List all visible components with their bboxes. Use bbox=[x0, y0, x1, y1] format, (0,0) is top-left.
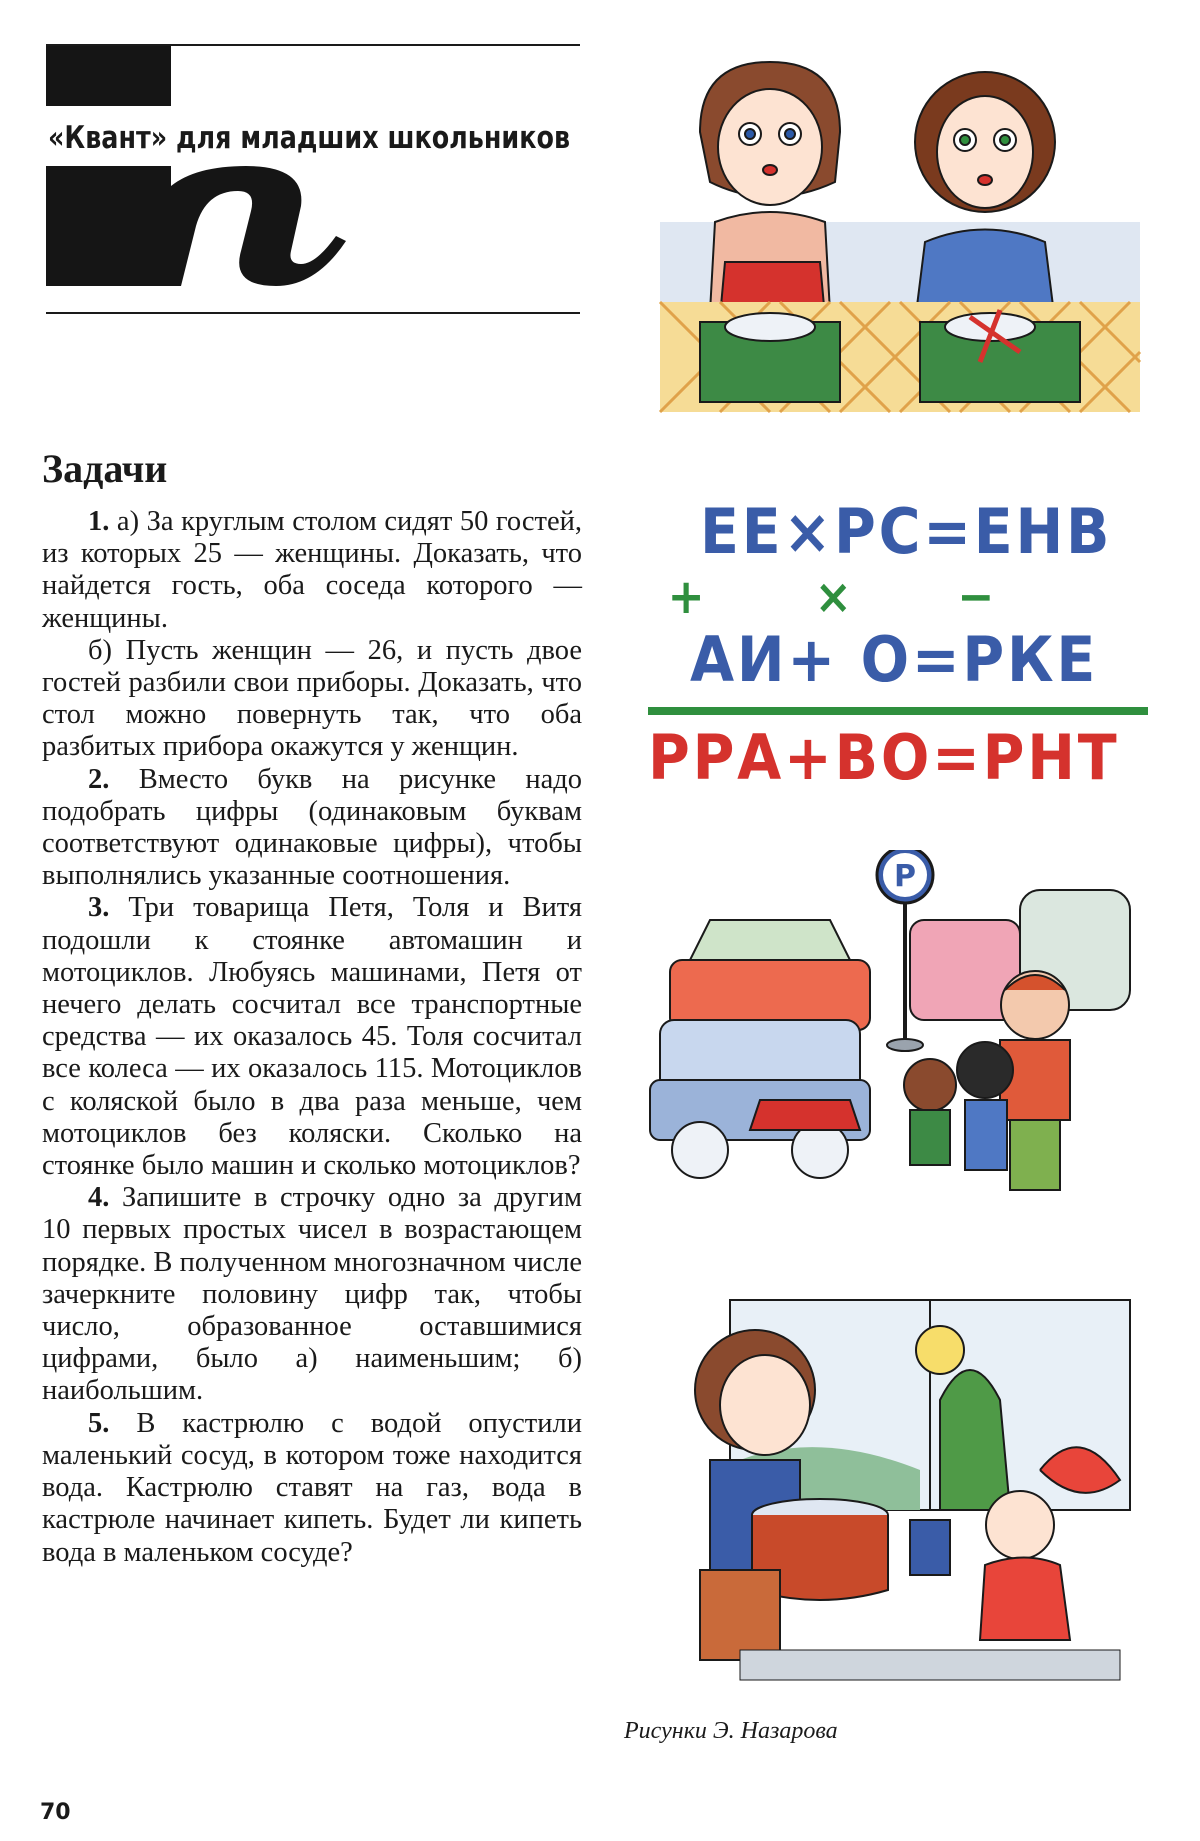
cryptarithm bbox=[640, 495, 1160, 795]
problem-text: Вместо букв на рисунке надо подобрать цифры (одинаковым буквам соответствуют одинаковые цифры), чтобы выполнялись указанные соотношения. bbox=[42, 763, 582, 892]
problem-1b bbox=[42, 635, 582, 764]
minus-operator: − bbox=[957, 569, 998, 625]
plus-operator: + bbox=[667, 569, 708, 625]
section-title: «Квант» для младших школьников bbox=[48, 120, 571, 156]
cryptarithm-row-1: ЕЕ×РС=ЕНВ bbox=[700, 495, 1113, 568]
cryptarithm-sum-line bbox=[648, 707, 1148, 715]
problems-column bbox=[42, 445, 582, 1569]
saucepan-illustration bbox=[640, 1280, 1160, 1700]
problem-text: б) Пусть женщин — 26, и пусть двое гостей разбили свои приборы. Доказать, что стол можно повернуть так, что оба разбитых прибора окажутся у женщин. bbox=[42, 634, 582, 763]
kvant-logo bbox=[46, 166, 346, 286]
cryptarithm-row-4: РРА+ВО=РНТ bbox=[648, 721, 1120, 794]
tasks-heading: Задачи bbox=[42, 446, 168, 491]
problem-number: 5. bbox=[88, 1407, 110, 1439]
problem-1a bbox=[42, 506, 582, 635]
parking-lot-illustration bbox=[640, 850, 1160, 1210]
problem-4 bbox=[42, 1182, 582, 1407]
problem-3 bbox=[42, 892, 582, 1182]
problem-text: Три товарища Петя, Толя и Витя подошли к стоянке автомашин и мотоциклов. Любуясь машинами, Петя от нечего делать сосчитал все транспортные средства — их оказалось 45. Толя сосчитал все колеса — их оказалось 115. Мотоциклов с коляской было в два раза меньше, чем мотоциклов без коляски. Сколько на стоянке было машин и сколько мотоциклов? bbox=[42, 892, 582, 1182]
header-bottom-rule bbox=[46, 312, 580, 314]
section-header bbox=[46, 44, 580, 316]
dinner-table-illustration bbox=[640, 52, 1160, 452]
problem-text: Запишите в строчку одно за другим 10 первых простых чисел в возрастающем порядке. В полученном многозначном числе зачеркните половину цифр так, чтобы число, образованное оставшимися цифрами, было а) наименьшим; б) наибольшим. bbox=[42, 1182, 582, 1407]
times-operator: × bbox=[814, 569, 855, 625]
cryptarithm-row-3: АИ+ О=РКЕ bbox=[690, 623, 1099, 696]
parking-sign-letter: P bbox=[894, 859, 916, 894]
page-number: 70 bbox=[40, 1800, 71, 1825]
problem-number: 4. bbox=[88, 1182, 110, 1214]
problem-5 bbox=[42, 1408, 582, 1569]
logo-block bbox=[46, 46, 171, 106]
problem-text: а) За круглым столом сидят 50 гостей, из которых 25 — женщины. Доказать, что найдется гость, оба соседа которого — женщины. bbox=[42, 506, 582, 634]
problem-2 bbox=[42, 764, 582, 893]
problem-number: 2. bbox=[88, 763, 110, 795]
problem-number: 3. bbox=[88, 892, 110, 924]
problem-text: В кастрюлю с водой опустили маленький сосуд, в котором тоже находится вода. Кастрюлю ставят на газ, вода в кастрюле начинает кипеть. Будет ли кипеть вода в маленьком сосуде? bbox=[42, 1407, 582, 1568]
illustrations-credit: Рисунки Э. Назарова bbox=[624, 1718, 838, 1744]
problem-number: 1. bbox=[88, 506, 110, 537]
